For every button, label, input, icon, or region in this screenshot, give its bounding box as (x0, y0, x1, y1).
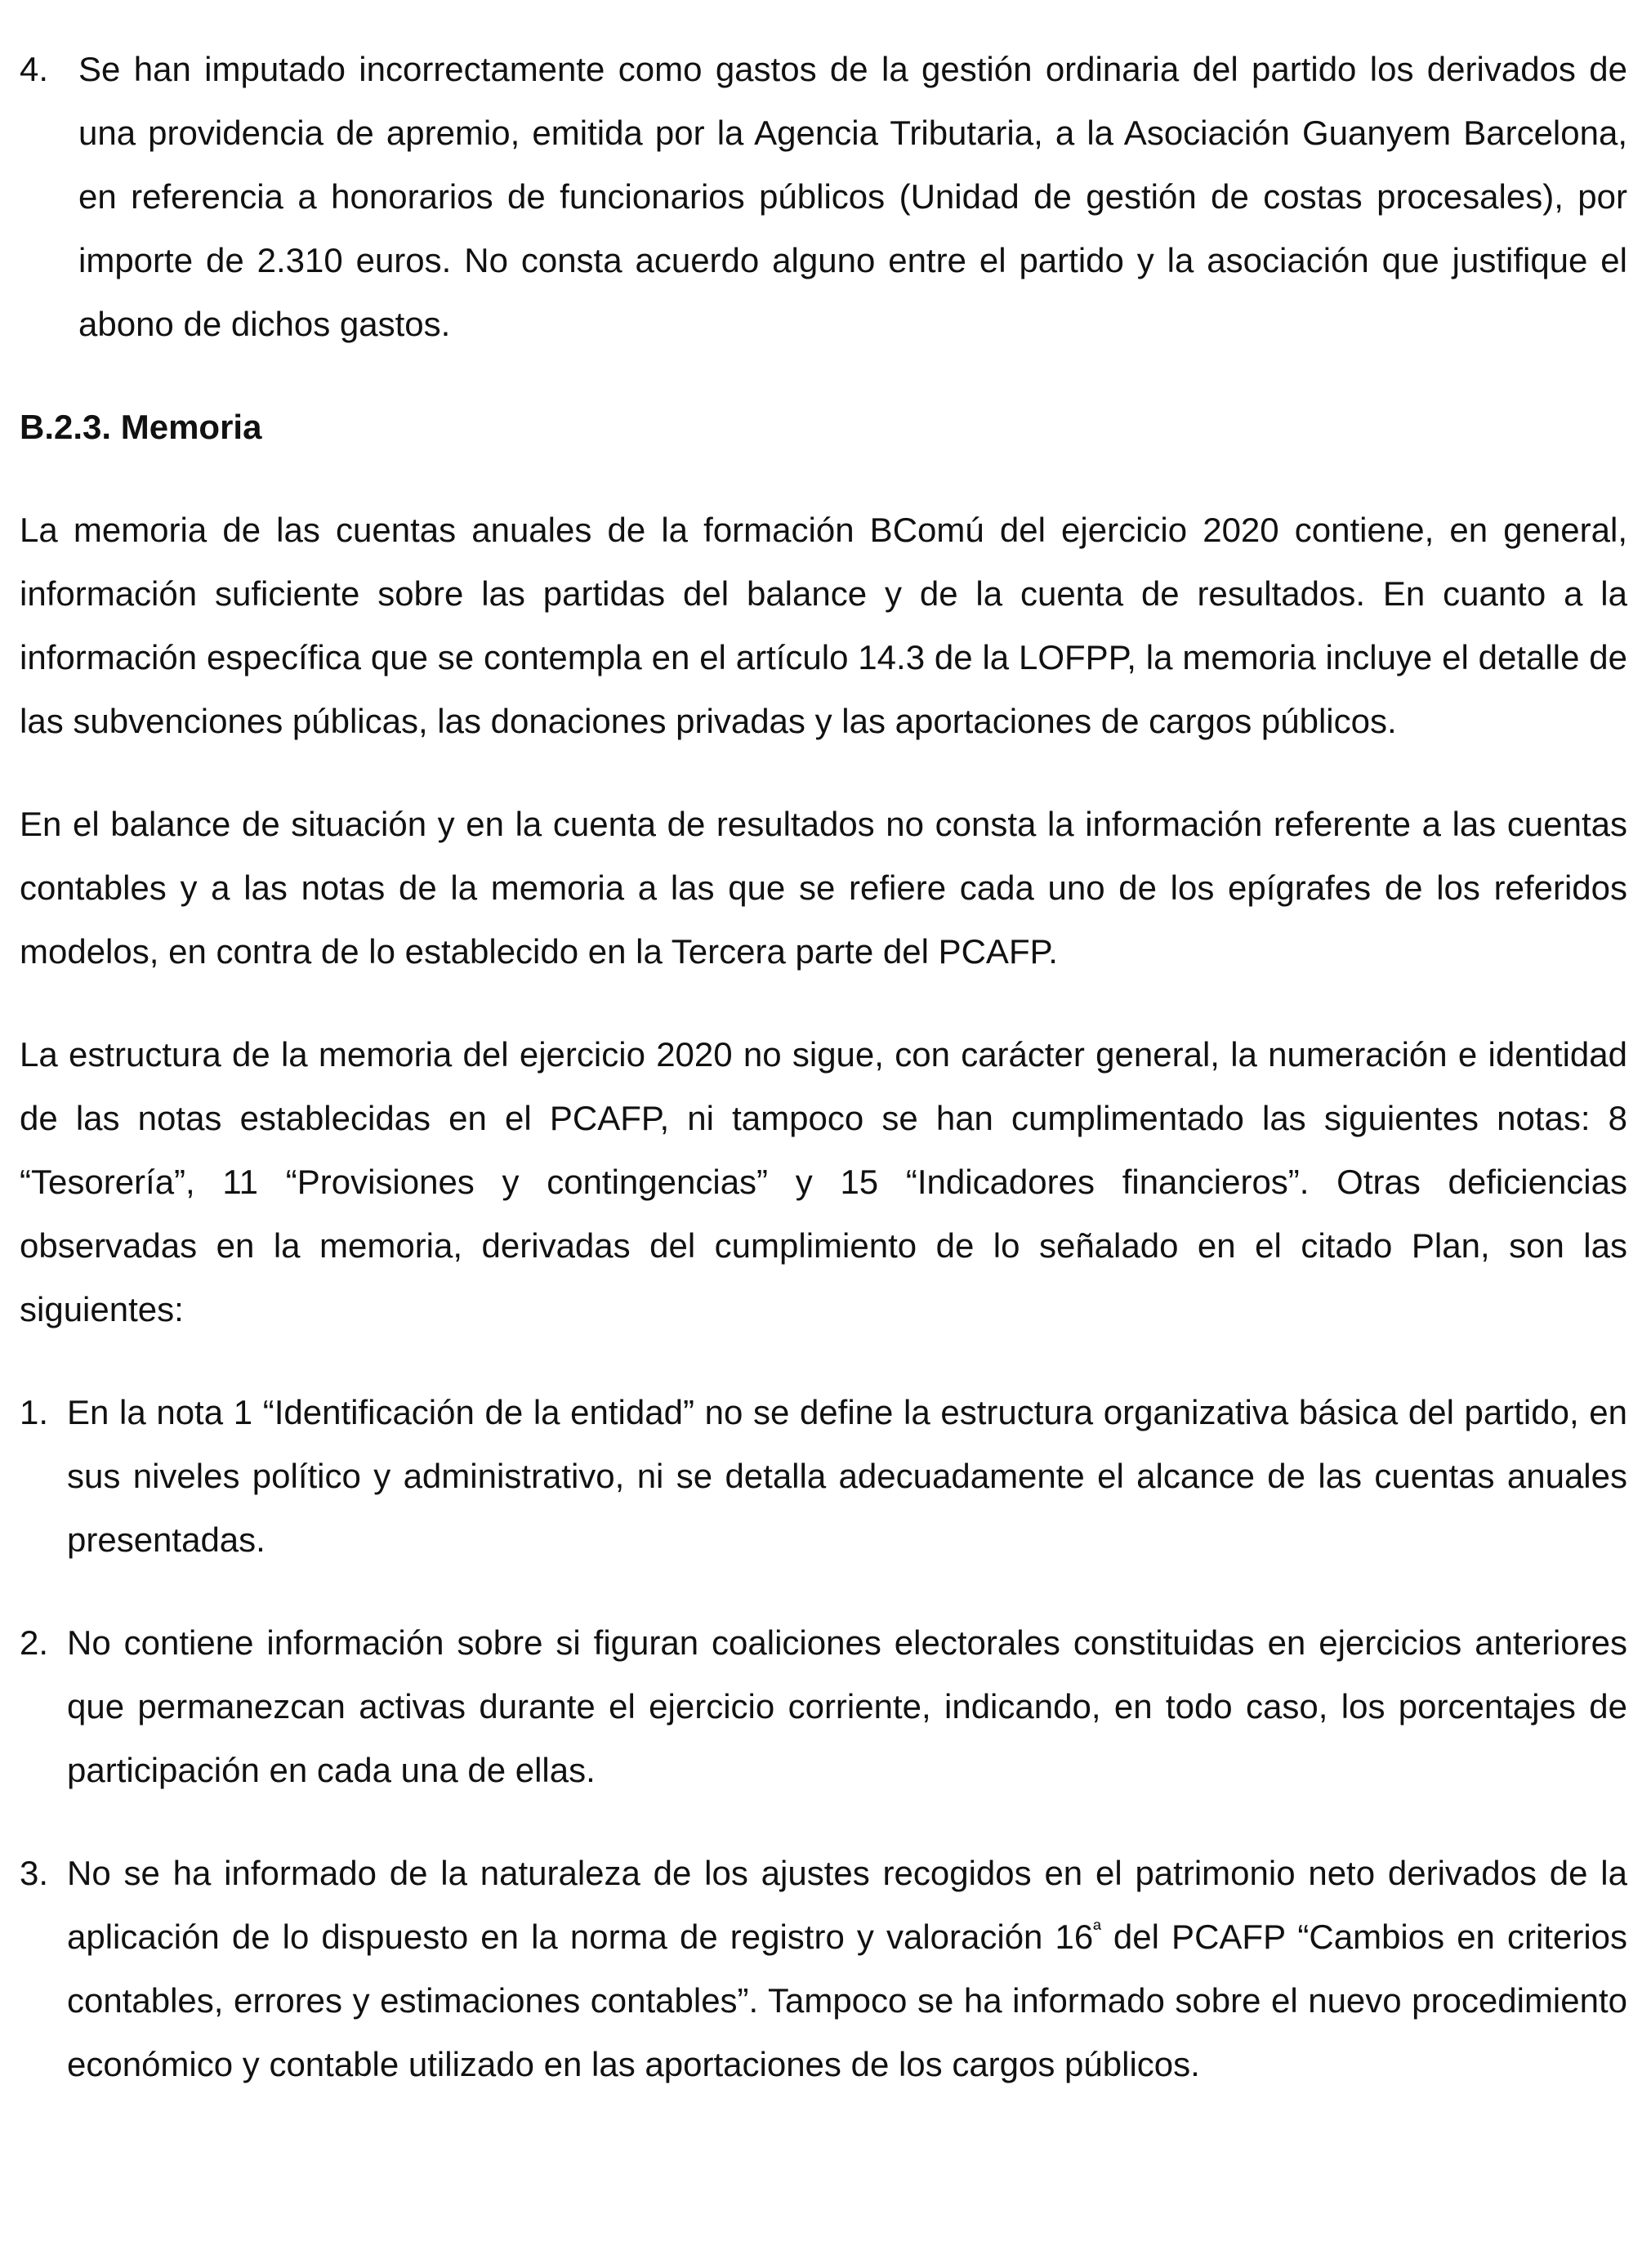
paragraph: La memoria de las cuentas anuales de la formación BComú del ejercicio 2020 contiene, en general, información suficiente sobre las partidas del balance y de la cuenta de resultados. En cuanto a la información específica que se contempla en el artículo 14.3 de la LOFPP, la memoria incluye el detalle de las subvenciones públicas, las donaciones privadas y las aportaciones de cargos públicos. (20, 511, 1627, 740)
list-item-text-part: No se ha informado de la naturaleza de los ajustes recogidos en el patrimonio neto derivados de la aplicación de lo dispuesto en la norma de registro y valoración 16 (67, 1854, 1627, 1956)
list-item-number: 4. (20, 50, 49, 88)
list-item-text: No contiene información sobre si figuran coaliciones electorales constituidas en ejercicios anteriores que permanezcan activas durante el ejercicio corriente, indicando, en todo caso, los porcentajes de participación en cada una de ellas. (67, 1623, 1627, 1789)
list-item (20, 1842, 1627, 2096)
list-item-text: Se han imputado incorrectamente como gastos de la gestión ordinaria del partido los derivados de una providencia de apremio, emitida por la Agencia Tributaria, a la Asociación Guanyem Barcelona, en referencia a honorarios de funcionarios públicos (Unidad de gestión de costas procesales), por importe de 2.310 euros. No consta acuerdo alguno entre el partido y la asociación que justifique el abono de dichos gastos. (78, 50, 1627, 343)
section-heading: B.2.3. Memoria (20, 408, 262, 446)
list-item (20, 1381, 1627, 1572)
list-item (20, 38, 1627, 356)
list-item-text (67, 1842, 1627, 2096)
document-page (20, 38, 1627, 2096)
paragraph: En el balance de situación y en la cuenta de resultados no consta la información referente a las cuentas contables y a las notas de la memoria a las que se refiere cada uno de los epígrafes de los referidos modelos, en contra de lo establecido en la Tercera parte del PCAFP. (20, 805, 1627, 971)
list-item-number: 1. (20, 1393, 49, 1431)
list-item-text: En la nota 1 “Identificación de la entidad” no se define la estructura organizativa básica del partido, en sus niveles político y administrativo, ni se detalla adecuadamente el alcance de las cuentas anuales presentadas. (67, 1393, 1627, 1559)
ordinal-superscript: ª (1093, 1917, 1101, 1941)
list-item-number: 3. (20, 1854, 49, 1892)
list-item-number: 2. (20, 1623, 49, 1662)
list-item (20, 1611, 1627, 1802)
list-item-text-part: del PCAFP “Cambios en criterios contables, errores y estimaciones contables”. Tampoco se ha informado sobre el nuevo procedimiento económico y contable utilizado en las aportaciones de los cargos públicos. (67, 1918, 1628, 2083)
paragraph: La estructura de la memoria del ejercicio 2020 no sigue, con carácter general, la numeración e identidad de las notas establecidas en el PCAFP, ni tampoco se han cumplimentado las siguientes notas: 8 “Tesorería”, 11 “Provisiones y contingencias” y 15 “Indicadores financieros”. Otras deficiencias observadas en la memoria, derivadas del cumplimiento de lo señalado en el citado Plan, son las siguientes: (20, 1035, 1627, 1328)
